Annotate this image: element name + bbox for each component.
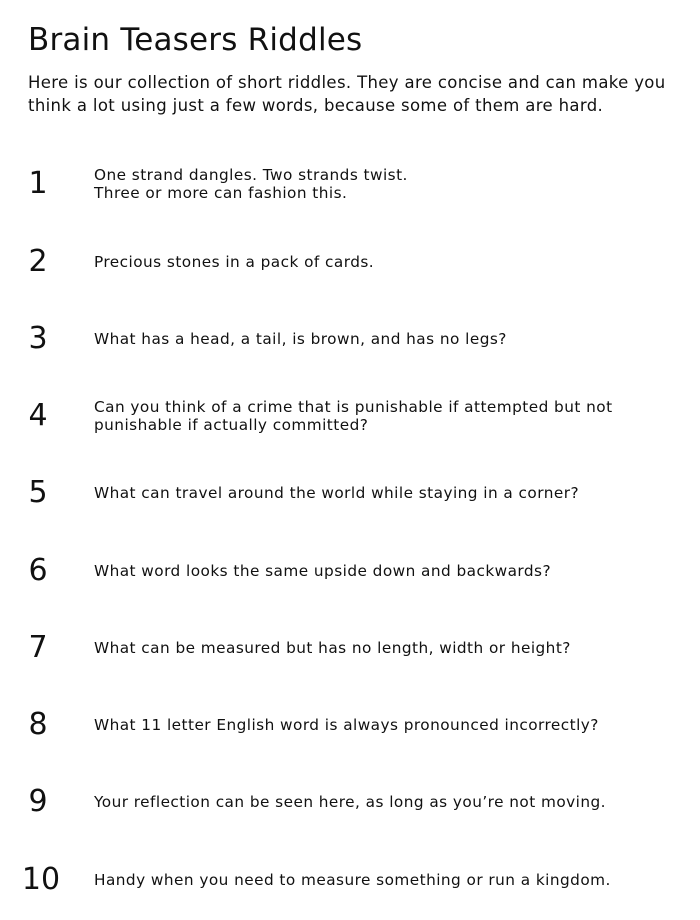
riddle-number: 6 (28, 553, 48, 588)
riddle-number: 4 (28, 398, 48, 433)
riddle-text: One strand dangles. Two strands twist. Three or more can fashion this. (94, 166, 408, 202)
riddle-text: Your reflection can be seen here, as long as you’re not moving. (94, 793, 606, 811)
page-title: Brain Teasers Riddles (28, 22, 363, 58)
riddle-text-box (94, 386, 674, 446)
riddle-item (0, 309, 700, 369)
riddle-number: 1 (28, 166, 48, 201)
riddle-text-box (94, 695, 684, 755)
riddle-text: What has a head, a tail, is brown, and has no legs? (94, 330, 507, 348)
riddle-number: 10 (21, 862, 61, 897)
riddle-item (0, 232, 700, 292)
riddle-number: 2 (28, 244, 48, 279)
riddle-number: 7 (28, 630, 48, 665)
riddle-text-box (94, 463, 684, 523)
riddle-number: 5 (28, 475, 48, 510)
riddle-number: 8 (28, 707, 48, 742)
riddle-text-box (94, 541, 684, 601)
riddle-item (0, 386, 700, 446)
riddle-text: What can be measured but has no length, width or height? (94, 639, 571, 657)
riddle-item (0, 695, 700, 755)
riddle-item (0, 618, 700, 678)
riddle-item (0, 541, 700, 601)
intro-paragraph: Here is our collection of short riddles. They are concise and can make you think a lot using just a few words, because some of them are hard. (28, 73, 666, 115)
riddle-text-box (94, 772, 684, 832)
riddle-text: What word looks the same upside down and backwards? (94, 562, 552, 580)
riddle-text: What can travel around the world while staying in a corner? (94, 484, 580, 502)
riddle-text: What 11 letter English word is always pronounced incorrectly? (94, 716, 599, 734)
riddle-text: Precious stones in a pack of cards. (94, 253, 375, 271)
riddle-text-box (94, 618, 684, 678)
riddle-text: Handy when you need to measure something or run a kingdom. (94, 871, 611, 889)
riddle-text-box (94, 232, 684, 292)
riddle-item (0, 463, 700, 523)
riddle-text-box (94, 850, 684, 910)
riddle-number: 9 (28, 784, 48, 819)
riddle-item (0, 154, 700, 214)
riddle-item (0, 772, 700, 832)
riddle-text: Can you think of a crime that is punishable if attempted but not punishable if actually committed? (94, 398, 613, 434)
riddle-item (0, 850, 700, 910)
riddle-number: 3 (28, 321, 48, 356)
riddle-text-box (94, 154, 454, 214)
riddle-text-box (94, 309, 684, 369)
